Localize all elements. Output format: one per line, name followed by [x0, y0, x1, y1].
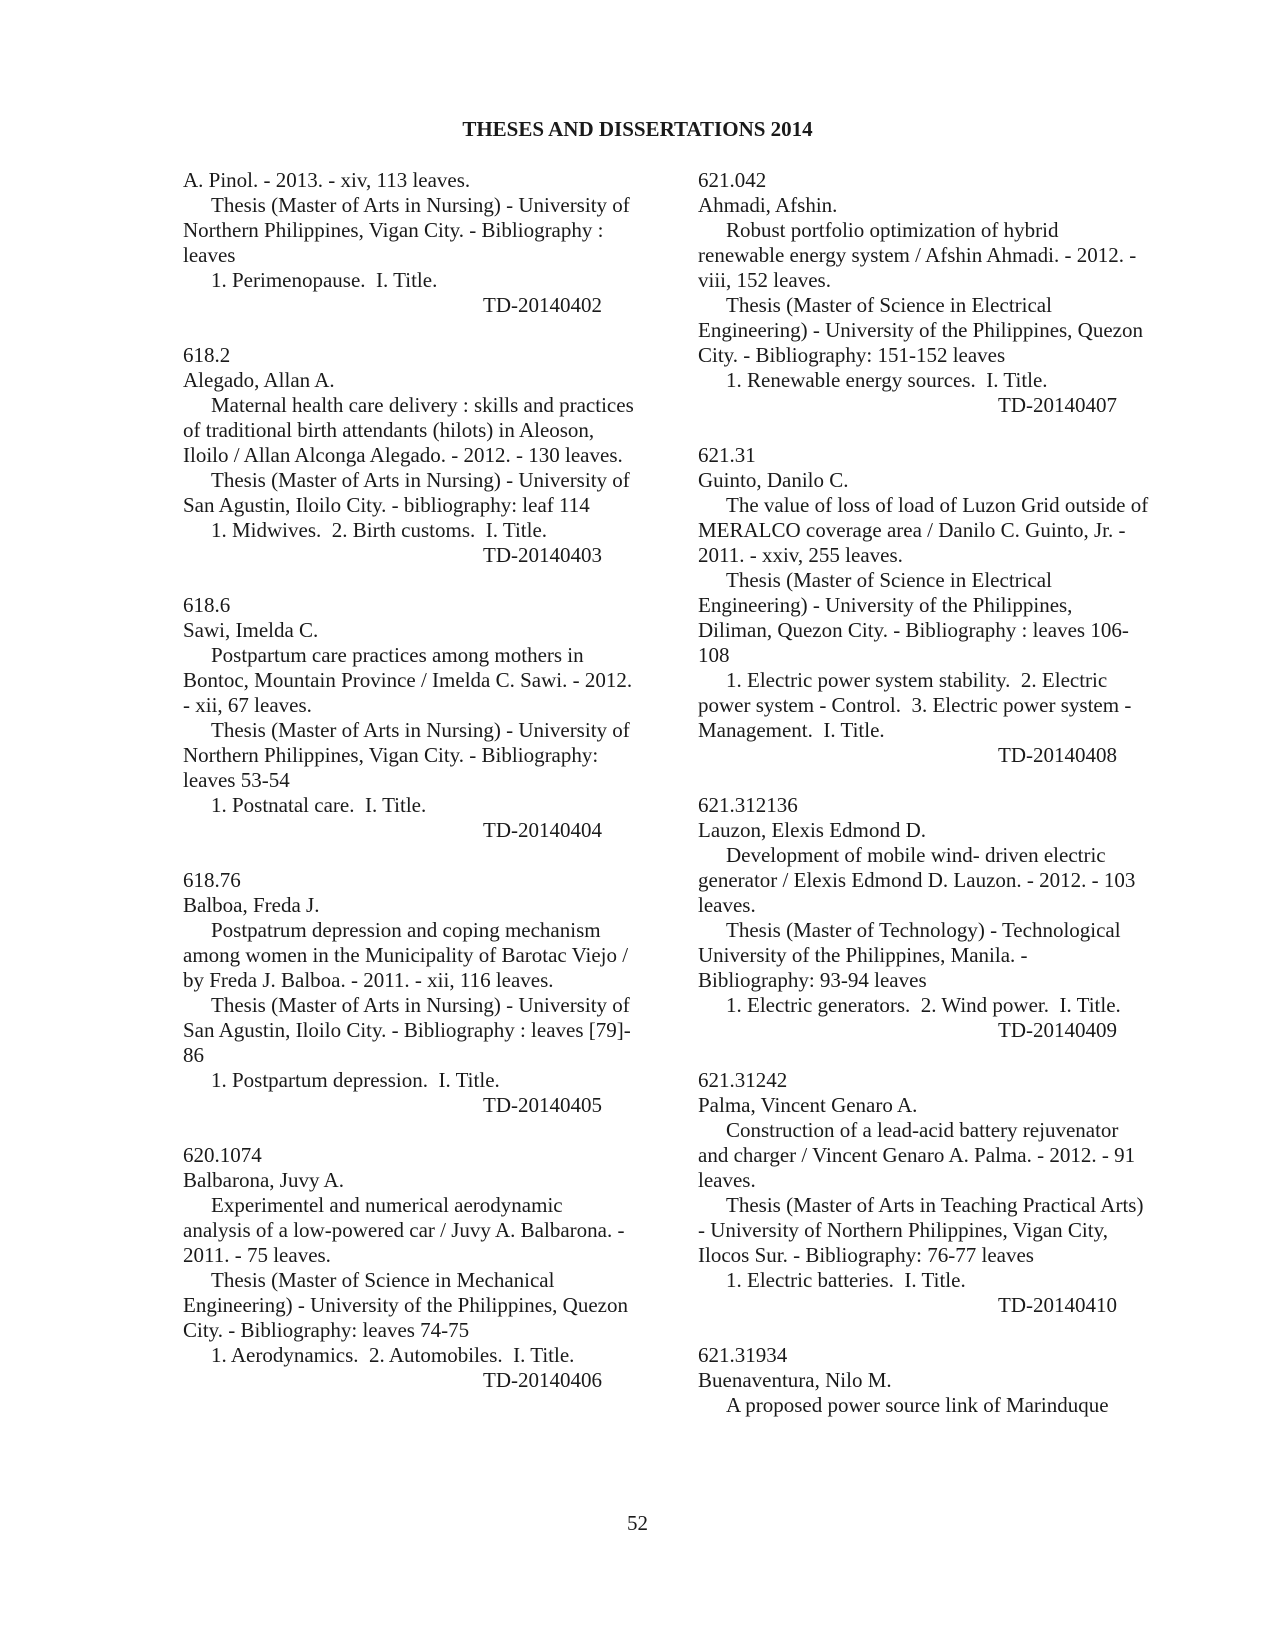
entry-line: 2011. - xxiv, 255 leaves. [698, 543, 903, 567]
entry-line: City. - Bibliography: 151-152 leaves [698, 343, 1006, 367]
class-number: 620.1074 [183, 1143, 262, 1167]
entry-line: - University of Northern Philippines, Vigan City, [698, 1218, 1108, 1242]
entry-line: renewable energy system / Afshin Ahmadi. - 2012. - [698, 243, 1137, 267]
accession-number: TD-20140408 [998, 743, 1117, 767]
entry-line: analysis of a low-powered car / Juvy A. Balbarona. - [183, 1218, 625, 1242]
entry-line: leaves 53-54 [183, 768, 290, 792]
entry-line: Development of mobile wind- driven electric [726, 843, 1106, 867]
entry-line: Palma, Vincent Genaro A. [698, 1093, 918, 1117]
catalog-entry [183, 593, 683, 843]
entry-line: Sawi, Imelda C. [183, 618, 319, 642]
entry-line: San Agustin, Iloilo City. - Bibliography : leaves [79]- [183, 1018, 631, 1042]
entry-line: 1. Midwives. 2. Birth customs. I. Title. [211, 518, 548, 542]
entry-line: Thesis (Master of Arts in Teaching Practical Arts) [726, 1193, 1144, 1217]
entry-line: 2011. - 75 leaves. [183, 1243, 331, 1267]
entry-line: and charger / Vincent Genaro A. Palma. - 2012. - 91 [698, 1143, 1136, 1167]
entry-line: of traditional birth attendants (hilots) in Aleoson, [183, 418, 595, 442]
entry-line: 1. Postnatal care. I. Title. [211, 793, 427, 817]
accession-number: TD-20140403 [483, 543, 602, 567]
entry-line: Bontoc, Mountain Province / Imelda C. Sawi. - 2012. [183, 668, 633, 692]
entry-line: Thesis (Master of Science in Mechanical [211, 1268, 555, 1292]
entry-line: 1. Electric power system stability. 2. Electric [726, 668, 1108, 692]
entry-line: power system - Control. 3. Electric power system - [698, 693, 1132, 717]
entry-line: Experimentel and numerical aerodynamic [211, 1193, 563, 1217]
left-column [183, 168, 683, 1393]
accession-number: TD-20140409 [998, 1018, 1117, 1042]
entry-spacer [183, 318, 683, 343]
entry-spacer [698, 1318, 1198, 1343]
entry-line: Postpatrum depression and coping mechanism [211, 918, 601, 942]
accession-number: TD-20140406 [483, 1368, 602, 1392]
entry-line: 86 [183, 1043, 204, 1067]
class-number: 621.31242 [698, 1068, 788, 1092]
catalog-entry [183, 343, 683, 568]
catalog-entry [698, 1343, 1198, 1418]
entry-line: University of the Philippines, Manila. - [698, 943, 1028, 967]
entry-line: Ilocos Sur. - Bibliography: 76-77 leaves [698, 1243, 1034, 1267]
entry-line: Buenaventura, Nilo M. [698, 1368, 892, 1392]
right-column [698, 168, 1198, 1418]
entry-line: viii, 152 leaves. [698, 268, 831, 292]
catalog-entry [698, 168, 1198, 418]
accession-number: TD-20140407 [998, 393, 1117, 417]
entry-line: Northern Philippines, Vigan City. - Bibliography : [183, 218, 604, 242]
entry-line: - xii, 67 leaves. [183, 693, 312, 717]
class-number: 618.76 [183, 868, 241, 892]
entry-line: 1. Perimenopause. I. Title. [211, 268, 438, 292]
accession-number: TD-20140404 [483, 818, 602, 842]
accession-number: TD-20140402 [483, 293, 602, 317]
entry-line: Lauzon, Elexis Edmond D. [698, 818, 927, 842]
entry-line: Diliman, Quezon City. - Bibliography : leaves 106- [698, 618, 1129, 642]
class-number: 621.042 [698, 168, 767, 192]
entry-line: Alegado, Allan A. [183, 368, 335, 392]
entry-line: 1. Postpartum depression. I. Title. [211, 1068, 500, 1092]
entry-line: San Agustin, Iloilo City. - bibliography: leaf 114 [183, 493, 590, 517]
entry-spacer [183, 843, 683, 868]
entry-line: MERALCO coverage area / Danilo C. Guinto, Jr. - [698, 518, 1126, 542]
entry-spacer [183, 1118, 683, 1143]
class-number: 621.312136 [698, 793, 798, 817]
entry-line: The value of loss of load of Luzon Grid outside of [726, 493, 1149, 517]
entry-line: Construction of a lead-acid battery rejuvenator [726, 1118, 1119, 1142]
entry-line: Thesis (Master of Science in Electrical [726, 293, 1052, 317]
entry-line: A proposed power source link of Marinduque [726, 1393, 1109, 1417]
entry-spacer [698, 418, 1198, 443]
class-number: 621.31934 [698, 1343, 788, 1367]
entry-line: Management. I. Title. [698, 718, 885, 742]
entry-line: Balbarona, Juvy A. [183, 1168, 344, 1192]
catalog-entry [183, 168, 683, 318]
entry-line: Engineering) - University of the Philippines, Quezon [698, 318, 1143, 342]
catalog-entry [698, 793, 1198, 1043]
entry-line: 108 [698, 643, 730, 667]
accession-number: TD-20140410 [998, 1293, 1117, 1317]
entry-line: by Freda J. Balboa. - 2011. - xii, 116 leaves. [183, 968, 554, 992]
entry-line: Balboa, Freda J. [183, 893, 320, 917]
class-number: 618.2 [183, 343, 231, 367]
entry-spacer [698, 768, 1198, 793]
entry-line: Ahmadi, Afshin. [698, 193, 838, 217]
entry-line: Bibliography: 93-94 leaves [698, 968, 927, 992]
entry-line: Guinto, Danilo C. [698, 468, 849, 492]
entry-line: 1. Renewable energy sources. I. Title. [726, 368, 1048, 392]
entry-line: Thesis (Master of Arts in Nursing) - University of [211, 468, 630, 492]
page-title: THESES AND DISSERTATIONS 2014 [462, 117, 813, 141]
catalog-entry [698, 443, 1198, 768]
entry-line: 1. Electric batteries. I. Title. [726, 1268, 966, 1292]
entry-line: 1. Electric generators. 2. Wind power. I. Title. [726, 993, 1121, 1017]
page-number: 52 [627, 1511, 648, 1535]
catalog-entry [698, 1068, 1198, 1318]
entry-line: Postpartum care practices among mothers in [211, 643, 584, 667]
class-number: 618.6 [183, 593, 231, 617]
entry-line: Maternal health care delivery : skills and practices [211, 393, 634, 417]
catalog-entry [183, 868, 683, 1118]
catalog-entry [183, 1143, 683, 1393]
entry-line: Thesis (Master of Technology) - Technological [726, 918, 1121, 942]
entry-line: Robust portfolio optimization of hybrid [726, 218, 1059, 242]
entry-line: City. - Bibliography: leaves 74-75 [183, 1318, 470, 1342]
entry-line: leaves. [698, 893, 756, 917]
entry-line: Engineering) - University of the Philippines, [698, 593, 1073, 617]
entry-line: Thesis (Master of Arts in Nursing) - University of [211, 718, 630, 742]
entry-line: Engineering) - University of the Philippines, Quezon [183, 1293, 628, 1317]
entry-line: Northern Philippines, Vigan City. - Bibliography: [183, 743, 599, 767]
entry-line: Thesis (Master of Arts in Nursing) - University of [211, 193, 630, 217]
entry-line: leaves. [698, 1168, 756, 1192]
entry-spacer [698, 1043, 1198, 1068]
class-number: 621.31 [698, 443, 756, 467]
entry-line: Thesis (Master of Arts in Nursing) - University of [211, 993, 630, 1017]
entry-line: among women in the Municipality of Barotac Viejo / [183, 943, 629, 967]
entry-line: leaves [183, 243, 236, 267]
entry-line: A. Pinol. - 2013. - xiv, 113 leaves. [183, 168, 471, 192]
entry-line: generator / Elexis Edmond D. Lauzon. - 2012. - 103 [698, 868, 1136, 892]
entry-line: Iloilo / Allan Alconga Alegado. - 2012. - 130 leaves. [183, 443, 623, 467]
accession-number: TD-20140405 [483, 1093, 602, 1117]
entry-line: 1. Aerodynamics. 2. Automobiles. I. Title. [211, 1343, 575, 1367]
entry-line: Thesis (Master of Science in Electrical [726, 568, 1052, 592]
entry-spacer [183, 568, 683, 593]
